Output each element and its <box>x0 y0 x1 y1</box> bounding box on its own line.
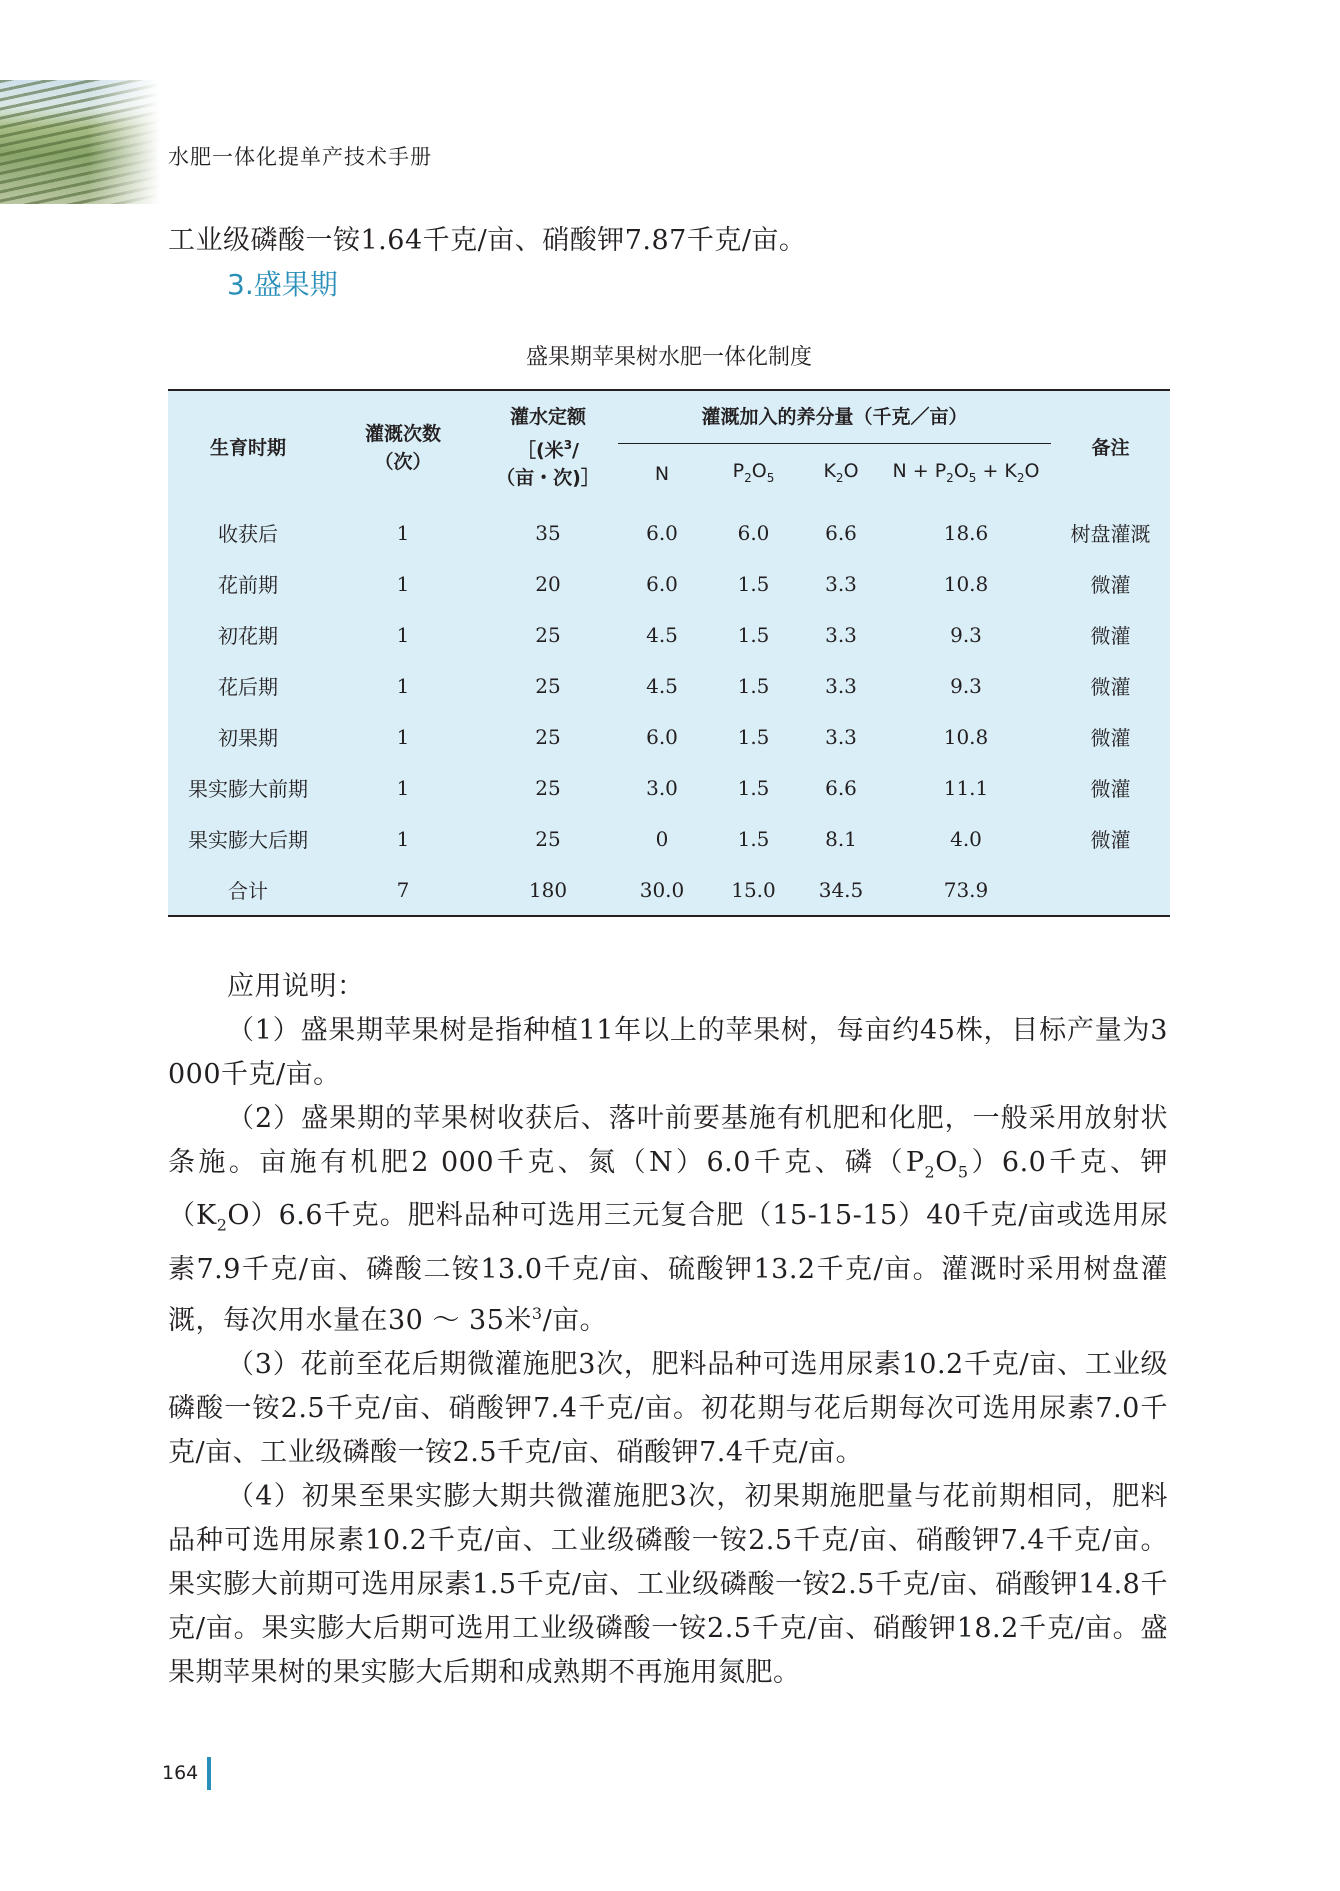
fertigation-table <box>168 389 1170 917</box>
table-row: 初花期 1 25 4.5 1.5 3.3 9.3 微灌 <box>218 622 1131 648</box>
header-quota: 灌水定额 ［(米$^3$/ （亩・次)］ <box>496 405 600 490</box>
table-caption: 盛果期苹果树水肥一体化制度 <box>525 345 812 370</box>
notes-paragraph-2: （2）盛果期的苹果树收获后、落叶前要基施有机肥和化肥，一般采用放射状条施。亩施有机肥2 000千克、氮（N）6.0千克、磷$(P_2O_5)6.0$千克、钾$(K_2O)6.6$千克。肥料品种可选用三元复合肥（15-15-15）40千克/亩或选用尿素7.9千克/亩、磷酸二铵13.0千克/亩、硫酸钾13.2千克/亩。灌溉时采用树盘灌溉，每次用水量在30 ～ 35米$^3$/亩。 <box>168 1103 1169 1336</box>
page-number-bar <box>207 1757 211 1790</box>
header-sum: $N + P_2O_5 + K_2O$ <box>892 459 1040 485</box>
running-title: 水肥一体化提单产技术手册 <box>168 145 432 169</box>
intro-line: 工业级磷酸一铵1.64千克/亩、硝酸钾7.87千克/亩。 <box>168 225 807 256</box>
table-row: 果实膨大前期 1 25 3.0 1.5 6.6 11.1 微灌 <box>188 775 1131 801</box>
table-row: 花后期 1 25 4.5 1.5 3.3 9.3 微灌 <box>218 673 1131 699</box>
header-k2o: $K_2O$ <box>823 459 859 485</box>
header-n: N <box>654 463 670 485</box>
header-nutrient-group: 灌溉加入的养分量（千克／亩） <box>618 390 1051 444</box>
table-row: 花前期 1 20 6.0 1.5 3.3 10.8 微灌 <box>218 571 1131 597</box>
header-remark: 备注 <box>1091 436 1130 459</box>
notes-heading: 应用说明： <box>227 971 365 1002</box>
table-row: 果实膨大后期 1 25 0 1.5 8.1 4.0 微灌 <box>188 826 1131 852</box>
header-field-photo <box>0 80 160 204</box>
table-row: 收获后 1 35 6.0 6.0 6.6 18.6 树盘灌溉 <box>218 520 1151 546</box>
notes-paragraph-3: （3）花前至花后期微灌施肥3次，肥料品种可选用尿素10.2千克/亩、工业级磷酸一铵2.5千克/亩、硝酸钾7.4千克/亩。初花期与花后期每次可选用尿素7.0千克/亩、工业级磷酸一铵2.5千克/亩、硝酸钾7.4千克/亩。 <box>168 1348 1168 1468</box>
notes-paragraph-1: （1）盛果期苹果树是指种植11年以上的苹果树，每亩约45株，目标产量为3 000千克/亩。 <box>168 1015 1168 1090</box>
section-heading: 3.盛果期 <box>227 268 338 301</box>
notes <box>168 965 1168 1695</box>
table-row: 初果期 1 25 6.0 1.5 3.3 10.8 微灌 <box>218 724 1131 750</box>
header-period: 生育时期 <box>209 436 286 459</box>
page-number: 164 <box>162 1762 199 1784</box>
header-times: 灌溉次数 （次） <box>364 422 441 473</box>
header-p2o5: $P_2O_5$ <box>732 459 775 485</box>
table-total-row: 合计 7 180 30.0 15.0 34.5 73.9 <box>228 877 989 903</box>
notes-paragraph-4: （4）初果至果实膨大期共微灌施肥3次，初果期施肥量与花前期相同，肥料品种可选用尿素10.2千克/亩、工业级磷酸一铵2.5千克/亩、硝酸钾7.4千克/亩。果实膨大前期可选用尿素1.5千克/亩、工业级磷酸一铵2.5千克/亩、硝酸钾14.8千克/亩。果实膨大后期可选用工业级磷酸一铵2.5千克/亩、硝酸钾18.2千克/亩。盛果期苹果树的果实膨大后期和成熟期不再施用氮肥。 <box>168 1480 1168 1688</box>
